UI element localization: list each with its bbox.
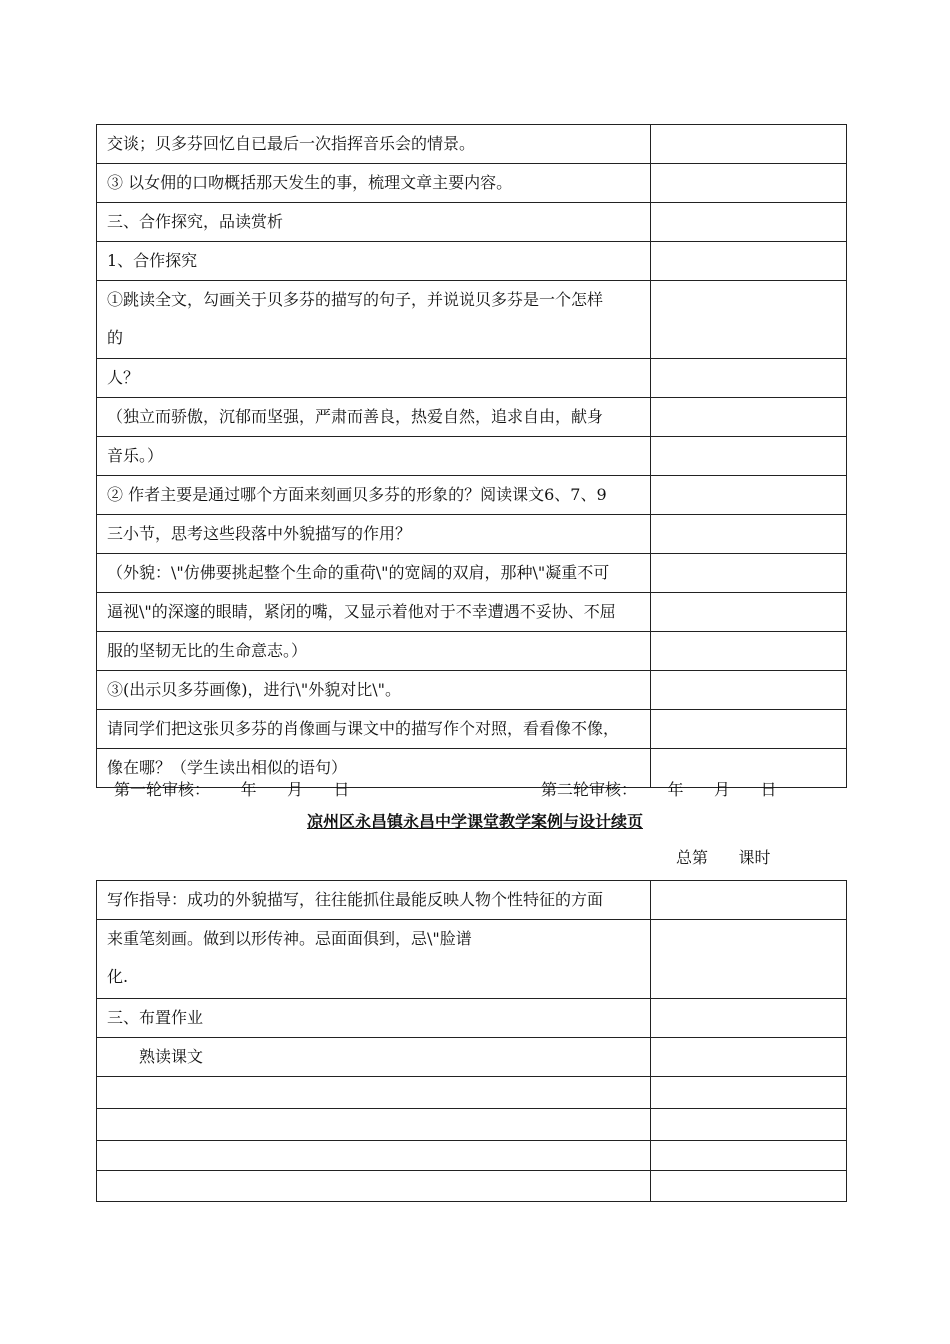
notes-cell [651, 164, 847, 203]
empty-cell [97, 1141, 651, 1171]
lesson-text-cell: （外貌：\"仿佛要挑起整个生命的重荷\"的宽阔的双肩，那种\"凝重不可 [97, 554, 651, 593]
notes-cell [651, 593, 847, 632]
lesson-line: 的 [107, 328, 124, 347]
lesson-table-page1 [96, 124, 847, 788]
lesson-text-cell: 人？ [97, 359, 651, 398]
lesson-text-cell: ③ 以女佣的口吻概括那天发生的事，梳理文章主要内容。 [97, 164, 651, 203]
lesson-text-cell: 像在哪？（学生读出相似的语句） [97, 749, 651, 788]
notes-cell [651, 1141, 847, 1171]
notes-cell [651, 710, 847, 749]
lesson-text-cell: ② 作者主要是通过哪个方面来刻画贝多芬的形象的？阅读课文6、7、9 [97, 476, 651, 515]
lesson-text-cell: 三、布置作业 [97, 999, 651, 1038]
empty-cell [97, 1109, 651, 1141]
notes-cell [651, 632, 847, 671]
lesson-text-cell: 音乐。） [97, 437, 651, 476]
notes-cell [651, 398, 847, 437]
notes-cell [651, 554, 847, 593]
notes-cell [651, 1171, 847, 1202]
notes-cell [651, 359, 847, 398]
lesson-text-cell: 逼视\"的深邃的眼睛，紧闭的嘴，又显示着他对于不幸遭遇不妥协、不屈 [97, 593, 651, 632]
lesson-text-cell: （独立而骄傲，沉郁而坚强，严肃而善良，热爱自然，追求自由，献身 [97, 398, 651, 437]
lesson-text-cell: 三小节，思考这些段落中外貌描写的作用？ [97, 515, 651, 554]
lesson-text-cell: 1、合作探究 [97, 242, 651, 281]
notes-cell [651, 671, 847, 710]
lesson-line: ①跳读全文，勾画关于贝多芬的描写的句子，并说说贝多芬是一个怎样 [107, 290, 604, 309]
notes-cell [651, 242, 847, 281]
notes-cell [651, 125, 847, 164]
lesson-text-cell: 交谈；贝多芬回忆自已最后一次指挥音乐会的情景。 [97, 125, 651, 164]
notes-cell [651, 1038, 847, 1077]
notes-cell [651, 281, 847, 359]
notes-cell [651, 203, 847, 242]
notes-cell [651, 999, 847, 1038]
notes-cell [651, 476, 847, 515]
lesson-text-cell: 请同学们把这张贝多芬的肖像画与课文中的描写作个对照，看看像不像， [97, 710, 651, 749]
empty-cell [97, 1171, 651, 1202]
lesson-line: 化. [107, 967, 129, 986]
notes-cell [651, 515, 847, 554]
notes-cell [651, 920, 847, 999]
period-label: 总第 课时 [676, 848, 771, 867]
lesson-text-cell: 服的坚韧无比的生命意志。） [97, 632, 651, 671]
notes-cell [651, 1109, 847, 1141]
lesson-text-cell [97, 281, 651, 359]
notes-cell [651, 881, 847, 920]
lesson-line: 来重笔刻画。做到以形传神。忌面面俱到，忌\"脸谱 [107, 929, 472, 948]
lesson-text-cell [97, 920, 651, 999]
first-review-line: 第一轮审核： 年 月 日 [114, 780, 350, 799]
notes-cell [651, 437, 847, 476]
lesson-text-cell: 写作指导：成功的外貌描写，往往能抓住最能反映人物个性特征的方面 [97, 881, 651, 920]
lesson-text-cell: ③(出示贝多芬画像)，进行\"外貌对比\"。 [97, 671, 651, 710]
second-review-line: 第二轮审核： 年 月 日 [541, 780, 777, 799]
lesson-table-page2 [96, 880, 847, 1202]
lesson-text-cell: 三、合作探究，品读赏析 [97, 203, 651, 242]
empty-cell [97, 1077, 651, 1109]
continuation-page-title: 凉州区永昌镇永昌中学课堂教学案例与设计续页 [306, 812, 643, 831]
notes-cell [651, 1077, 847, 1109]
lesson-text-cell: 熟读课文 [97, 1038, 651, 1077]
